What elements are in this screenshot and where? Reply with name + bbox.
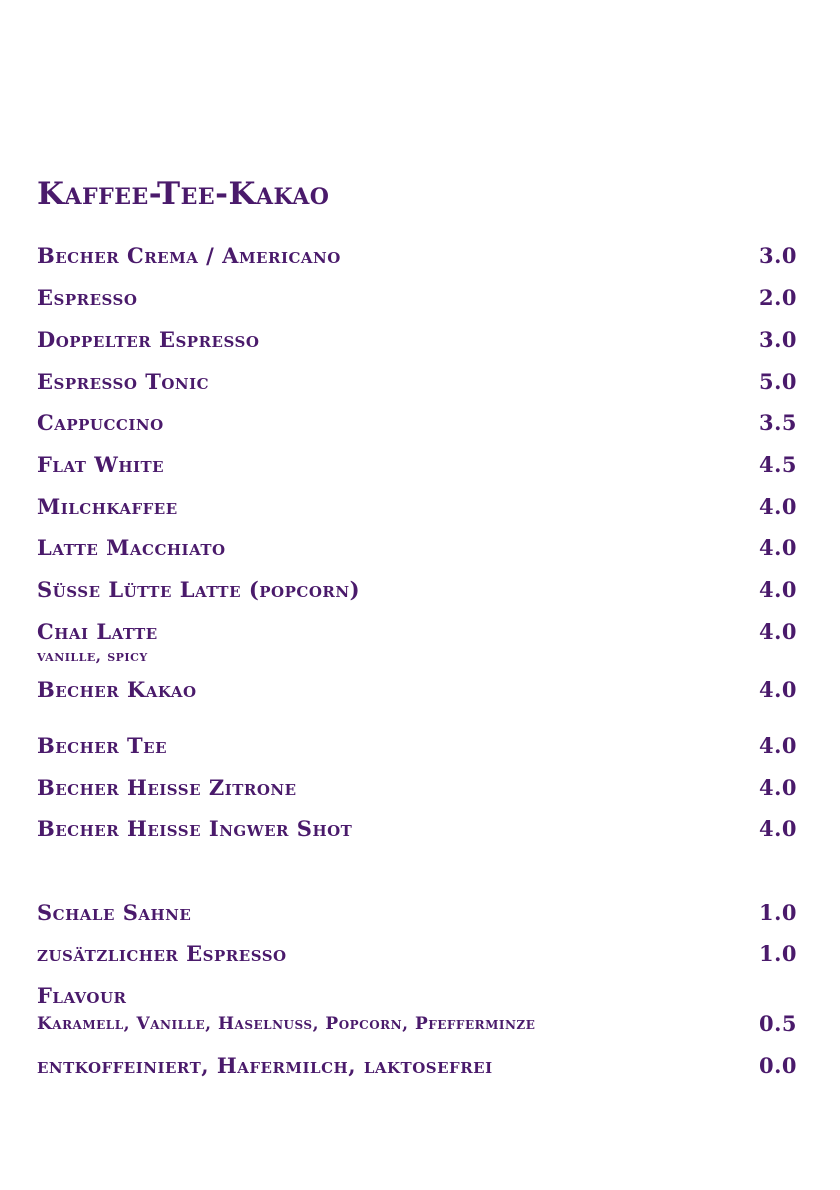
menu-item-name: Latte Macchiato [37,535,226,560]
menu-item-heisse-zitrone [37,775,797,801]
menu-item-price: 3.5 [758,410,797,435]
extra-item-name: Schale Sahne [37,900,192,925]
extra-item-name: Flavour [37,983,127,1008]
extra-item-price: 0.5 [758,1011,797,1036]
menu-item-crema-americano [37,243,797,269]
menu-item-name: Becher Kakao [37,677,197,702]
menu-item-price: 4.0 [758,775,797,800]
menu-item-flat-white [37,452,797,478]
menu-item-espresso-tonic [37,369,797,395]
menu-item-note: vanille, spicy [37,647,148,665]
menu-item-name: Flat White [37,452,165,477]
menu-item-name: Doppelter Espresso [37,327,260,352]
menu-item-ingwer-shot [37,816,797,842]
menu-item-price: 3.0 [758,327,797,352]
menu-item-cappuccino [37,410,797,436]
extra-item-name: entkoffeiniert, Hafermilch, laktosefrei [37,1053,493,1078]
extra-item-price: 1.0 [758,900,797,925]
extra-item-price: 1.0 [758,941,797,966]
menu-item-price: 4.0 [758,816,797,841]
extra-item-schale-sahne [37,900,797,926]
menu-item-name: Becher Heisse Ingwer Shot [37,816,353,841]
menu-item-name: Espresso Tonic [37,369,210,394]
extra-item-name: Karamell, Vanille, Haselnuss, Popcorn, Pfefferminze [37,1014,536,1034]
menu-item-becher-kakao [37,677,797,703]
menu-item-price: 4.0 [758,677,797,702]
menu-item-price: 4.0 [758,577,797,602]
menu-item-price: 2.0 [758,285,797,310]
extra-item-price: 0.0 [758,1053,797,1078]
menu-item-espresso [37,285,797,311]
menu-item-milchkaffee [37,494,797,520]
menu-item-doppelter-espresso [37,327,797,353]
menu-item-suesse-luette-latte [37,577,797,603]
menu-item-name: Cappuccino [37,410,164,435]
extra-item-flavour [37,983,797,1009]
menu-item-name: Milchkaffee [37,494,178,519]
menu-item-name: Becher Crema / Americano [37,243,341,268]
menu-item-price: 5.0 [758,369,797,394]
menu-item-name: Süsse Lütte Latte (popcorn) [37,577,361,602]
menu-item-price: 3.0 [758,243,797,268]
menu-item-name: Espresso [37,285,138,310]
menu-item-price: 4.0 [758,619,797,644]
menu-item-price: 4.0 [758,733,797,758]
menu-item-price: 4.0 [758,494,797,519]
menu-item-name: Becher Tee [37,733,167,758]
menu-item-latte-macchiato [37,535,797,561]
page-title: Kaffee-Tee-Kakao [37,176,330,212]
menu-item-price: 4.5 [758,452,797,477]
menu-item-name: Becher Heisse Zitrone [37,775,297,800]
extra-item-name: zusätzlicher Espresso [37,941,287,966]
menu-item-name: Chai Latte [37,619,158,644]
extra-item-zusaetzlicher-espresso [37,941,797,967]
menu-item-becher-tee [37,733,797,759]
menu-item-price: 4.0 [758,535,797,560]
extra-item-milk-options [37,1053,797,1079]
extra-item-flavour-options [37,1011,797,1038]
menu-item-chai-latte [37,619,797,645]
